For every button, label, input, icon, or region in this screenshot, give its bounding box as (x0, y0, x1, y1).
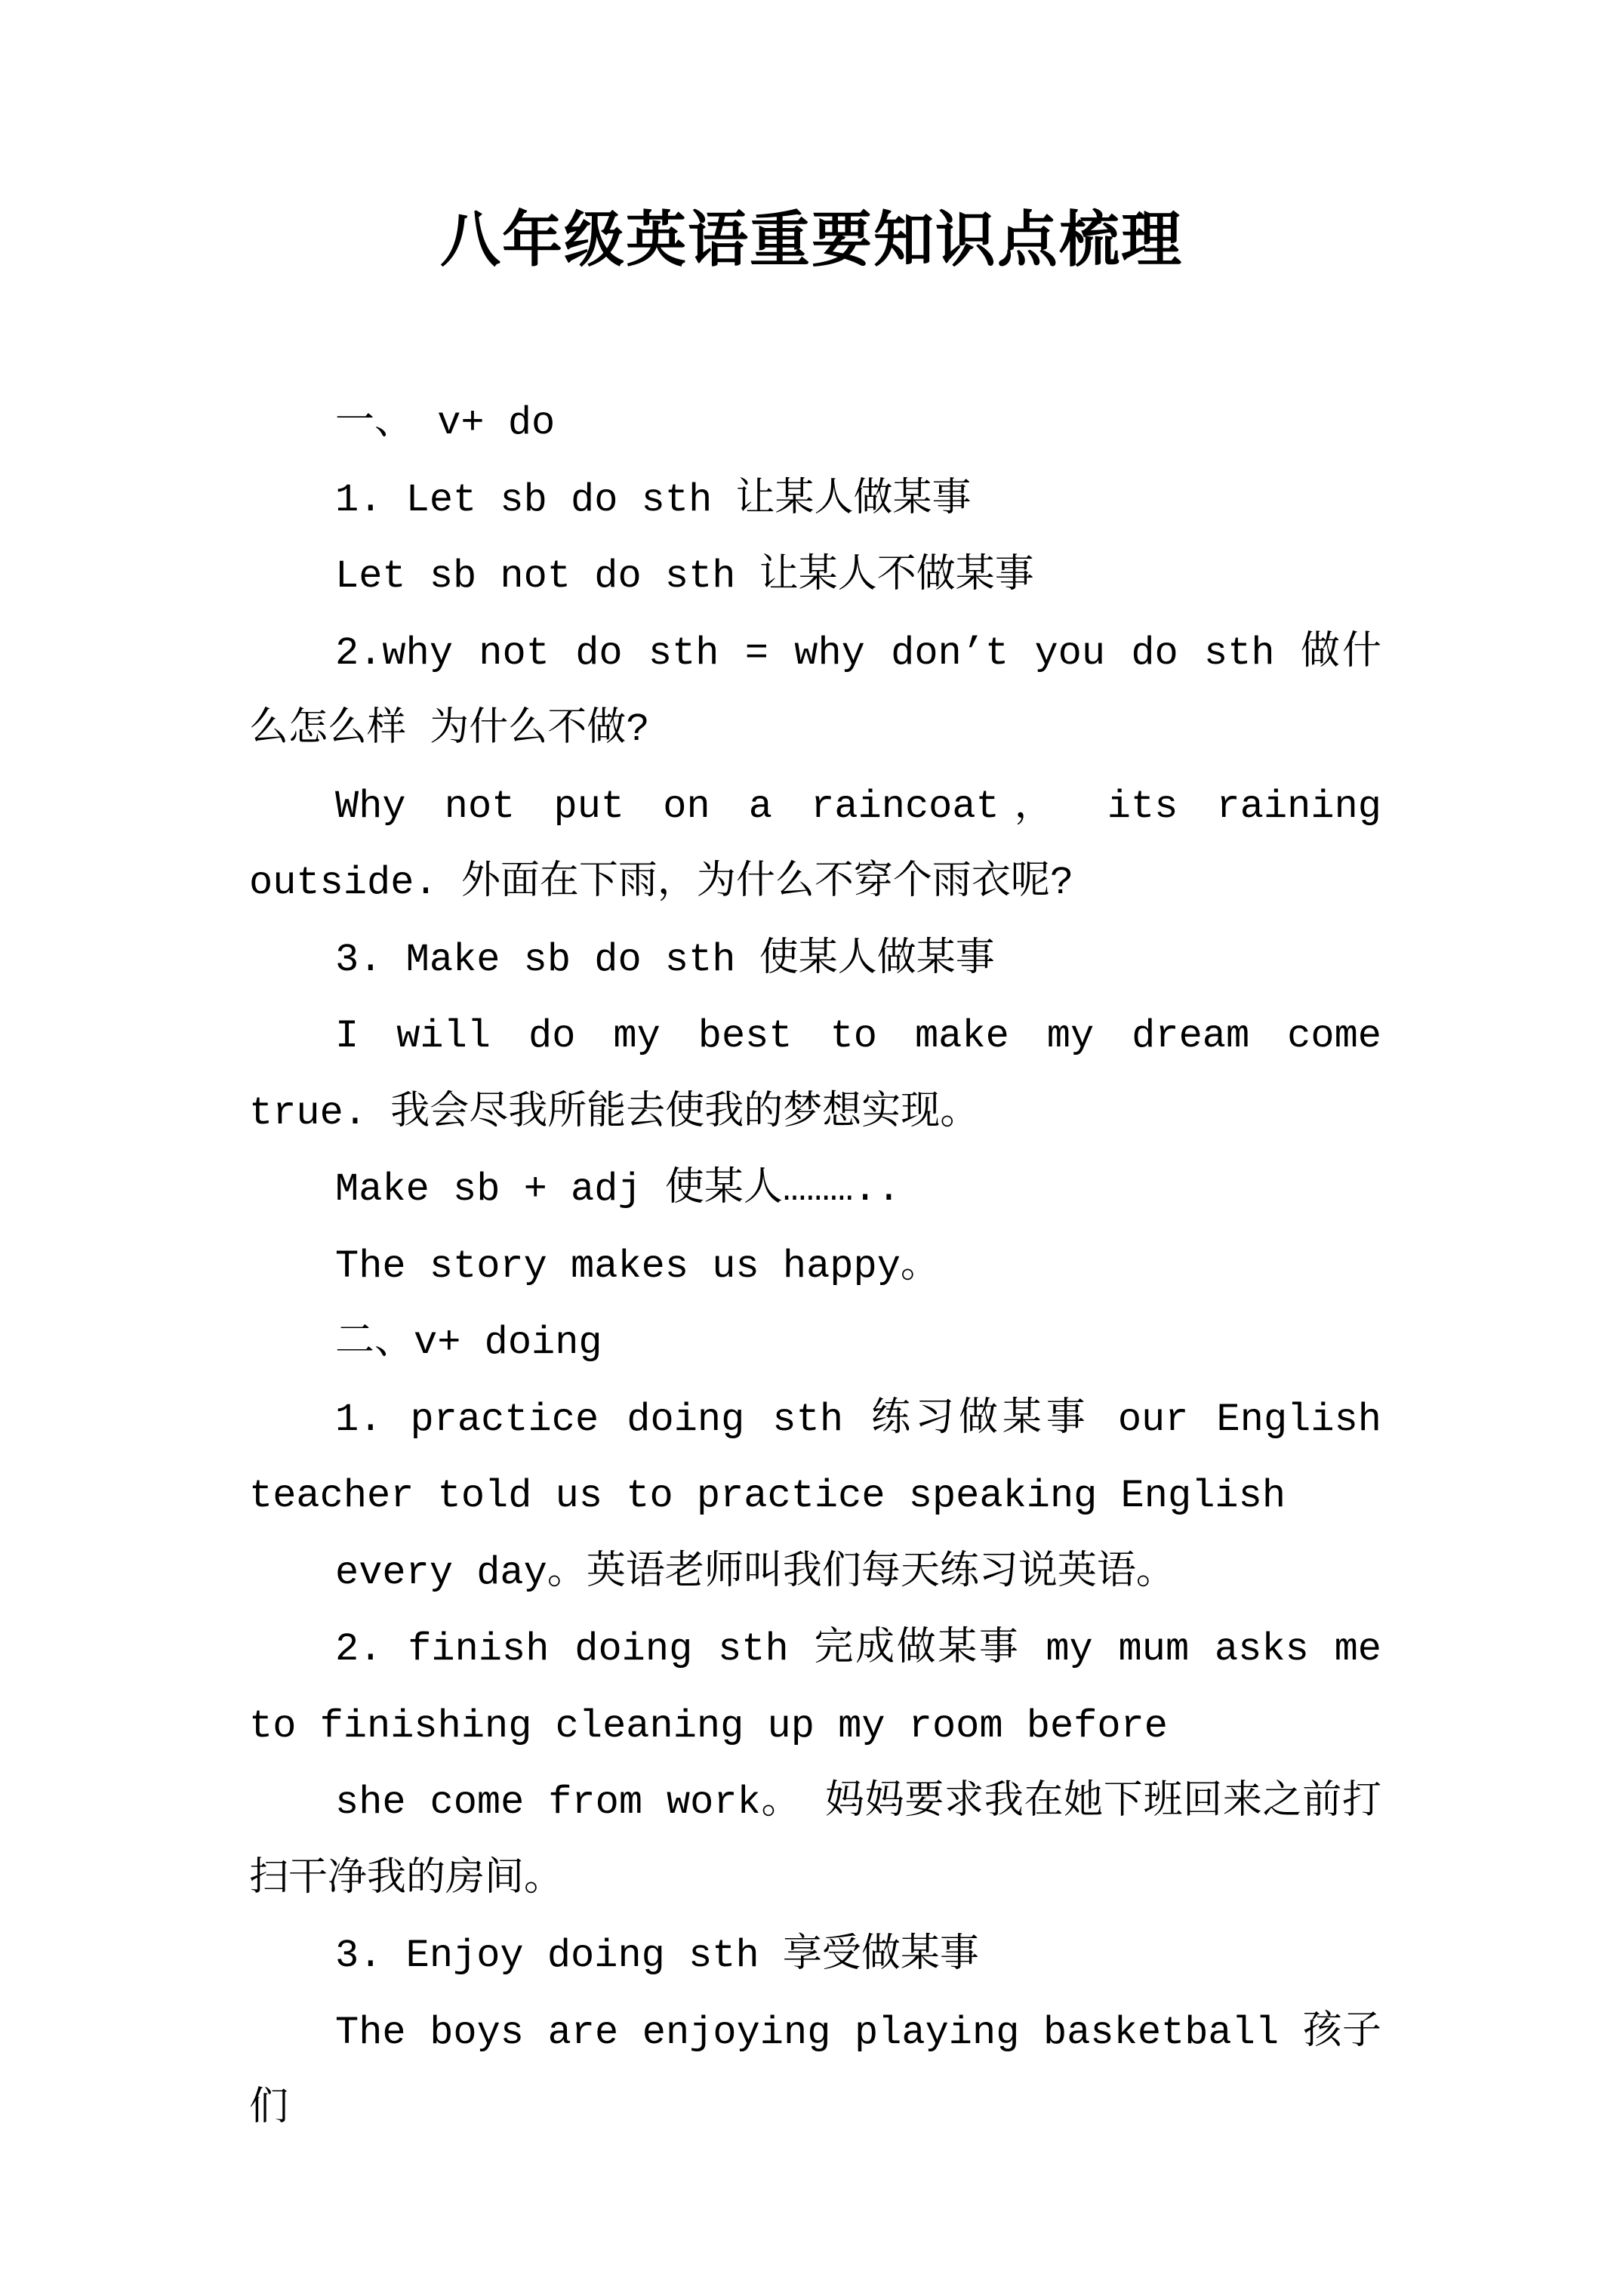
text-line: Let sb not do sth 让某人不做某事 (335, 554, 1034, 599)
text-line: Make sb + adj 使某人……….. (335, 1167, 901, 1212)
text-line: 2.why not do sth = why don’t you do sth 做什么怎么样 为什么不做? (249, 630, 1381, 752)
text-line: every day。英语老师叫我们每天练习说英语。 (335, 1550, 1175, 1595)
document-title: 八年级英语重要知识点梳理 (440, 204, 1183, 275)
text-line: 二、v+ doing (335, 1321, 602, 1365)
text-line: The story makes us happy。 (335, 1244, 940, 1289)
text-line: she come from work。 妈妈要求我在她下班回来之前打扫干净我的房间。 (249, 1780, 1381, 1902)
text-line: I will do my best to make my dream come true. 我会尽我所能去使我的梦想实现。 (249, 1014, 1381, 1136)
text-line: 3. Enjoy doing sth 享受做某事 (335, 1934, 979, 1978)
text-line: 一、 v+ do (335, 401, 556, 445)
text-line: The boys are enjoying playing basketball 孩子们 (249, 2010, 1381, 2131)
text-line: 1. practice doing sth 练习做某事 our English teacher told us to practice speaking English (249, 1397, 1381, 1518)
text-line: 3. Make sb do sth 使某人做某事 (335, 937, 995, 982)
document-body (249, 385, 1381, 2148)
text-line: Why not put on a raincoat， its raining outside. 外面在下雨，为什么不穿个雨衣呢? (249, 784, 1381, 905)
text-line: 1. Let sb do sth 让某人做某事 (335, 477, 972, 522)
text-line: 2. finish doing sth 完成做某事 my mum asks me to finishing cleaning up my room before (249, 1627, 1381, 1749)
